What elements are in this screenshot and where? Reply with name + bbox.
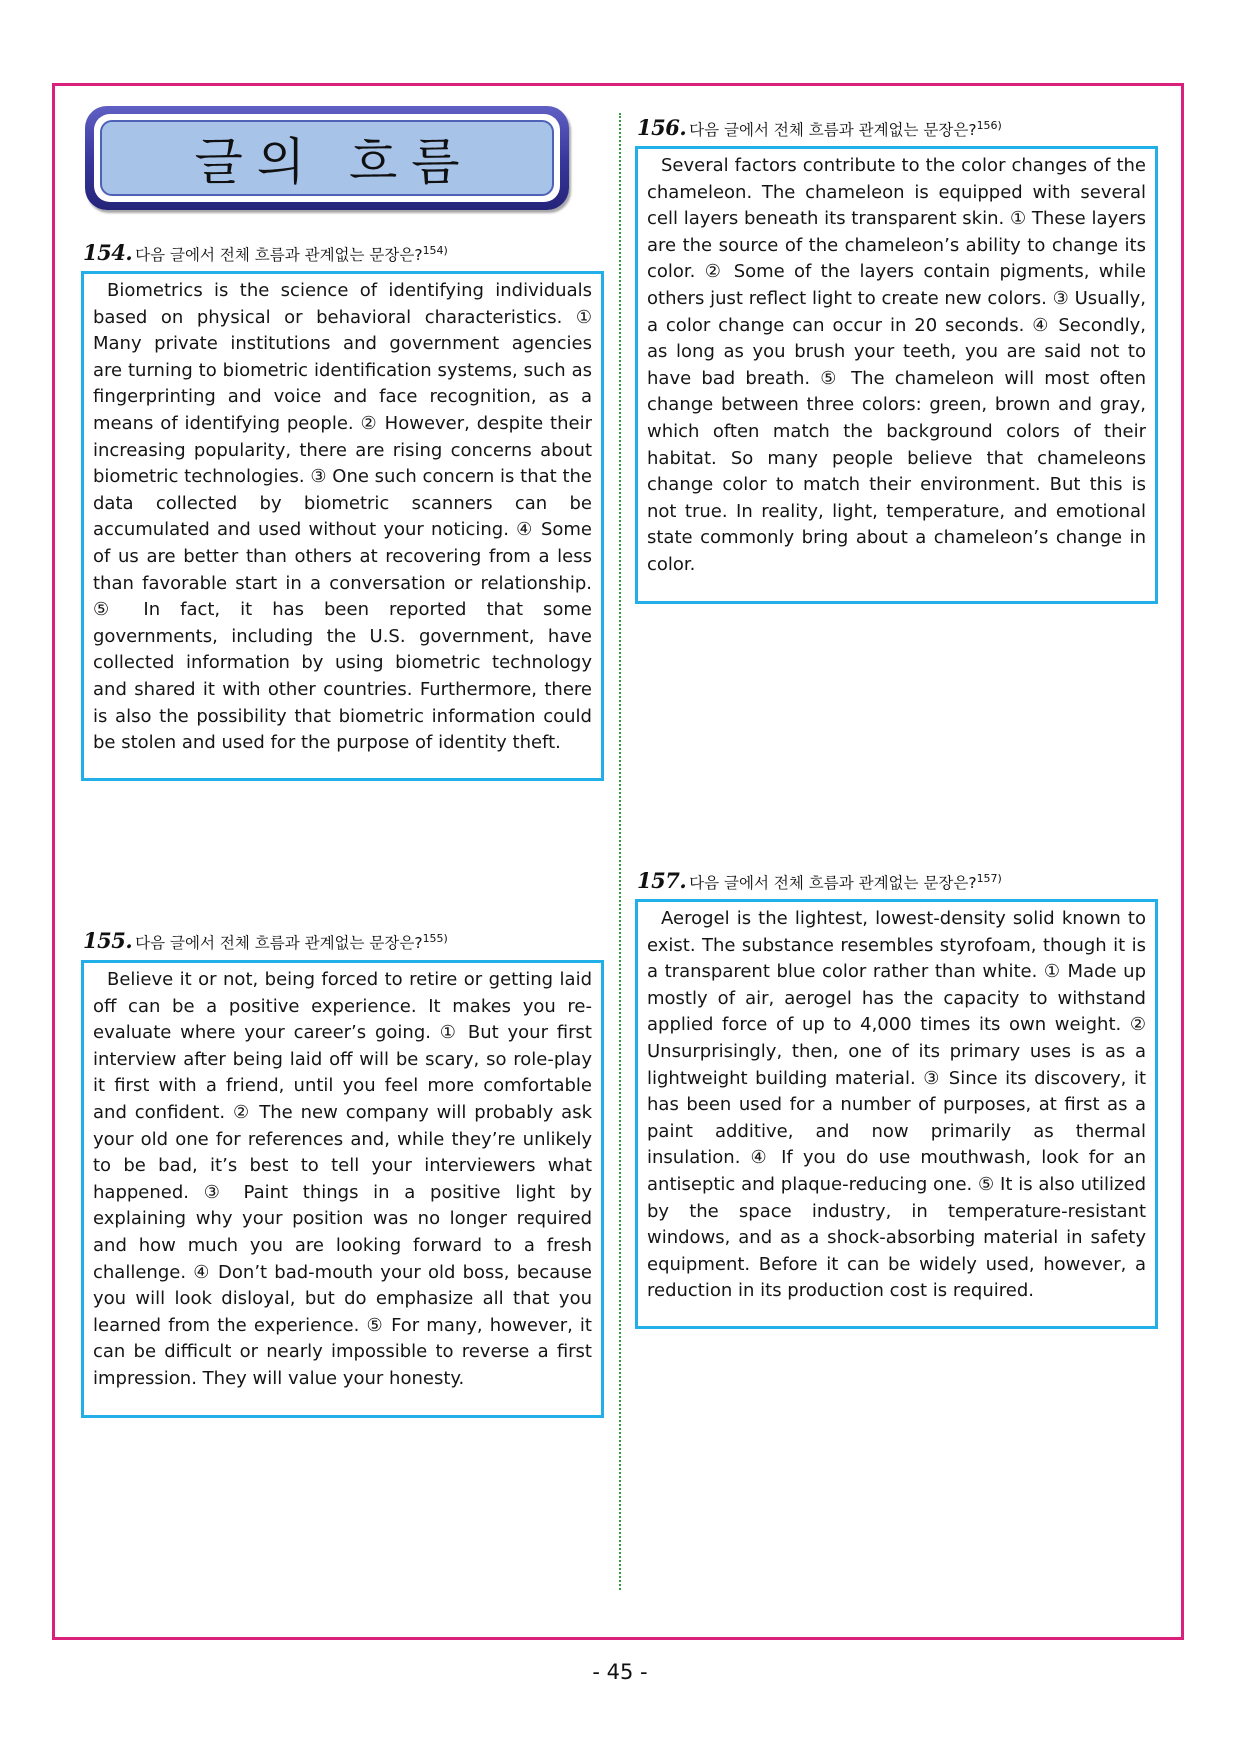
question-prompt: 다음 글에서 전체 흐름과 관계없는 문장은? <box>135 934 423 952</box>
footnote-marker: 155) <box>422 931 448 945</box>
question-prompt: 다음 글에서 전체 흐름과 관계없는 문장은? <box>689 121 977 139</box>
passage-text: Several factors contribute to the color changes of the chameleon. The chameleon is equipped with several cell layers beneath its transparent skin. ① These layers are the source of the chameleon’s ability to change its color. ② Some of the layers contain pigments, while others just reflect light to create new colors. ③ Usually, a color change can occur in 20 seconds. ④ Secondly, as long as you brush your teeth, you are said not to have bad breath. ⑤ The chameleon will most often change between three colors: green, brown and gray, which often match the background colors of their habitat. So many people believe that chameleons change color to match their environment. But this is not true. In reality, light, temperature, and emotional state commonly bring about a chameleon’s change in color. <box>647 155 1147 575</box>
section-banner-panel <box>100 120 554 196</box>
question-155-passage-box <box>81 960 604 1418</box>
question-number: 156. <box>637 115 687 140</box>
section-banner-frame <box>94 114 560 202</box>
passage-text: Aerogel is the lightest, lowest-density solid known to exist. The substance resembles styrofoam, though it is a transparent blue color rather than white. ① Made up mostly of air, aerogel has the capacity to withstand applied force of up to 4,000 times its own weight. ② Unsurprisingly, then, one of its primary uses is as a lightweight building material. ③ Since its discovery, it has been used for a number of purposes, at first as a paint additive, and now primarily as thermal insulation. ④ If you do use mouthwash, look for an antiseptic and plaque-reducing one. ⑤ It is also utilized by the space industry, in temperature-resistant windows, and as a shock-absorbing material in safety equipment. Before it can be widely used, however, a reduction in its production cost is required. <box>647 908 1146 1302</box>
question-157-heading <box>637 868 1002 893</box>
section-title: 글의 흐름 <box>194 133 474 191</box>
section-banner <box>85 106 569 210</box>
question-prompt: 다음 글에서 전체 흐름과 관계없는 문장은? <box>689 874 977 892</box>
footnote-marker: 157) <box>976 871 1002 885</box>
question-154-heading <box>83 240 448 265</box>
page-number: - 45 - <box>592 1660 648 1684</box>
footnote-marker: 154) <box>422 243 448 257</box>
question-156-heading <box>637 115 1002 140</box>
question-number: 155. <box>83 928 133 953</box>
question-number: 154. <box>83 240 133 265</box>
question-154-passage-box <box>81 271 604 781</box>
passage-text: Biometrics is the science of identifying individuals based on physical or behavioral characteristics. ① Many private institutions and government agencies are turning to biometric identification systems, such as fingerprinting and voice and face recognition, as a means of identifying people. ② However, despite their increasing popularity, there are rising concerns about biometric technologies. ③ One such concern is that the data collected by biometric scanners can be accumulated and used without your noticing. ④ Some of us are better than others at recovering from a less than favorable start in a conversation or relationship. ⑤ In fact, it has been reported that some governments, including the U.S. government, have collected information by using biometric technology and shared it with other countries. Furthermore, there is also the possibility that biometric information could be stolen and used for the purpose of identity theft. <box>93 280 592 754</box>
question-number: 157. <box>637 868 687 893</box>
passage-text: Believe it or not, being forced to retire or getting laid off can be a positive experience. It makes you re-evaluate where your career’s going. ① But your first interview after being laid off will be scary, so role-play it first with a friend, until you feel more comfortable and confident. ② The new company will probably ask your old one for references and, while they’re unlikely to be bad, it’s best to tell your interviewers what happened. ③ Paint things in a positive light by explaining why your position was no longer required and how much you are looking forward to a fresh challenge. ④ Don’t bad-mouth your old boss, because you will look disloyal, but do emphasize all that you learned from the experience. ⑤ For many, however, it can be difficult or nearly impossible to reverse a first impression. They will value your honesty. <box>93 969 592 1389</box>
question-prompt: 다음 글에서 전체 흐름과 관계없는 문장은? <box>135 246 423 264</box>
question-157-passage-box <box>635 899 1158 1329</box>
column-divider <box>619 113 621 1590</box>
footnote-marker: 156) <box>976 118 1002 132</box>
question-156-passage-box <box>635 146 1158 604</box>
question-155-heading <box>83 928 448 953</box>
